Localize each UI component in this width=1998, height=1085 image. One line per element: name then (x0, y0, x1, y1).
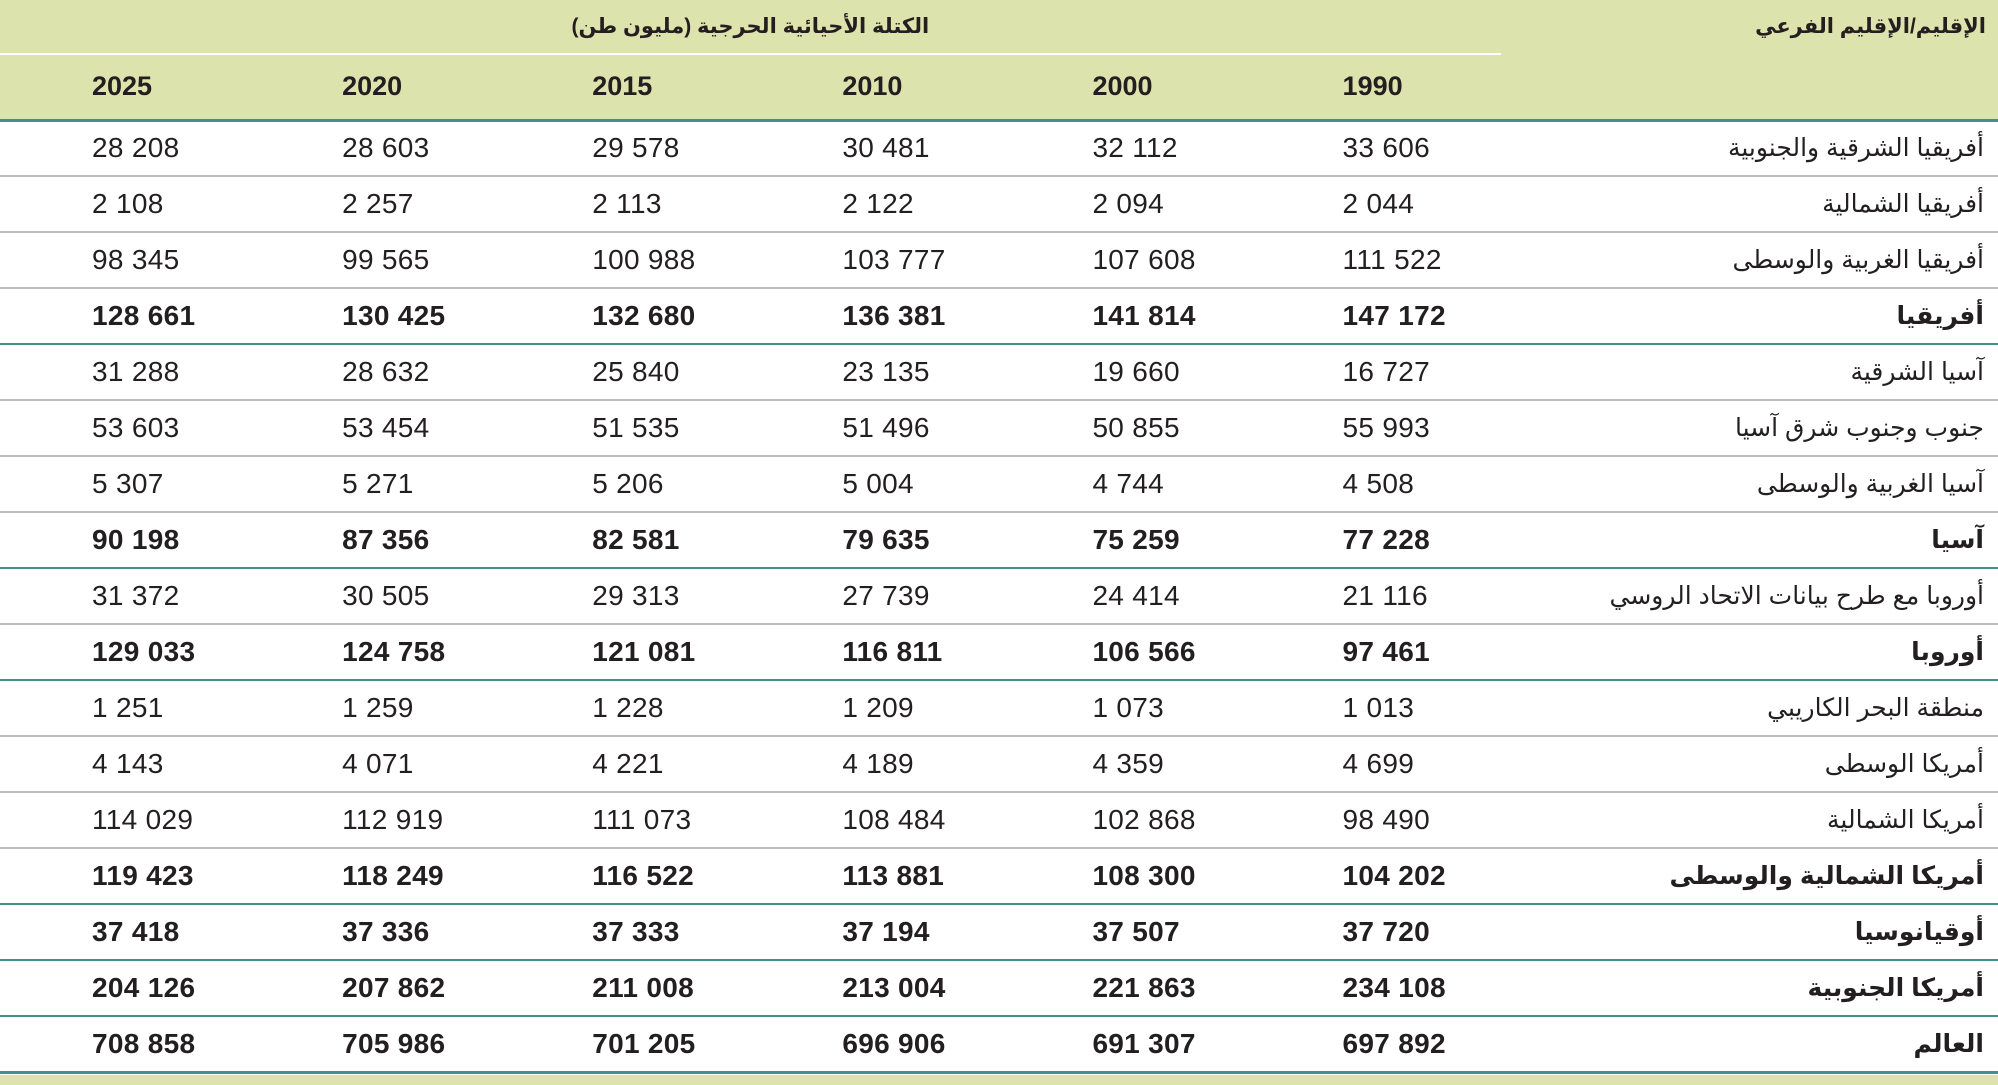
table-total-row (0, 904, 1998, 960)
region-name-cell: أمريكا الجنوبية (1501, 960, 1998, 1016)
biomass-value-cell: 136 381 (750, 288, 1000, 344)
year-heading: 1990 (1342, 71, 1403, 102)
biomass-value-cell: 50 855 (1000, 400, 1250, 456)
region-name-cell: أمريكا الشمالية (1501, 792, 1998, 848)
biomass-value-cell: 4 699 (1251, 736, 1501, 792)
biomass-value-cell: 37 720 (1251, 904, 1501, 960)
biomass-value-cell: 1 073 (1000, 680, 1250, 736)
table-header (0, 0, 1998, 120)
biomass-value-cell: 114 029 (0, 792, 250, 848)
region-column-heading: الإقليم/الإقليم الفرعي (1755, 15, 1986, 38)
biomass-value-cell: 112 919 (250, 792, 500, 848)
biomass-value-cell: 4 221 (500, 736, 750, 792)
table-row (0, 736, 1998, 792)
biomass-value-cell: 31 372 (0, 568, 250, 624)
biomass-value-cell: 51 535 (500, 400, 750, 456)
biomass-value-cell: 87 356 (250, 512, 500, 568)
year-heading: 2025 (92, 71, 153, 102)
biomass-value-cell: 4 189 (750, 736, 1000, 792)
biomass-value-cell: 111 522 (1251, 232, 1501, 288)
biomass-value-cell: 24 414 (1000, 568, 1250, 624)
biomass-value-cell: 25 840 (500, 344, 750, 400)
biomass-value-cell: 2 094 (1000, 176, 1250, 232)
biomass-value-cell: 16 727 (1251, 344, 1501, 400)
biomass-value-cell: 33 606 (1251, 120, 1501, 176)
year-heading: 2020 (342, 71, 403, 102)
biomass-value-cell: 77 228 (1251, 512, 1501, 568)
biomass-value-cell: 29 578 (500, 120, 750, 176)
table-row (0, 120, 1998, 176)
biomass-value-cell: 82 581 (500, 512, 750, 568)
biomass-value-cell: 111 073 (500, 792, 750, 848)
biomass-value-cell: 124 758 (250, 624, 500, 680)
biomass-value-cell: 19 660 (1000, 344, 1250, 400)
region-name-cell: أفريقيا الشمالية (1501, 176, 1998, 232)
biomass-value-cell: 116 811 (750, 624, 1000, 680)
year-heading: 2015 (592, 71, 653, 102)
biomass-value-cell: 1 251 (0, 680, 250, 736)
table-row (0, 456, 1998, 512)
biomass-value-cell: 5 004 (750, 456, 1000, 512)
biomass-value-cell: 108 484 (750, 792, 1000, 848)
biomass-value-cell: 696 906 (750, 1016, 1000, 1072)
biomass-value-cell: 116 522 (500, 848, 750, 904)
biomass-value-cell: 113 881 (750, 848, 1000, 904)
year-heading: 2000 (1092, 71, 1153, 102)
biomass-value-cell: 130 425 (250, 288, 500, 344)
biomass-value-cell: 4 359 (1000, 736, 1250, 792)
region-name-cell: أوروبا (1501, 624, 1998, 680)
biomass-value-cell: 221 863 (1000, 960, 1250, 1016)
biomass-value-cell: 21 116 (1251, 568, 1501, 624)
biomass-value-cell: 119 423 (0, 848, 250, 904)
biomass-value-cell: 2 257 (250, 176, 500, 232)
biomass-value-cell: 1 259 (250, 680, 500, 736)
table-total-row (0, 288, 1998, 344)
biomass-value-cell: 701 205 (500, 1016, 750, 1072)
biomass-value-cell: 234 108 (1251, 960, 1501, 1016)
biomass-value-cell: 29 313 (500, 568, 750, 624)
biomass-value-cell: 37 336 (250, 904, 500, 960)
biomass-value-cell: 28 603 (250, 120, 500, 176)
biomass-value-cell: 1 013 (1251, 680, 1501, 736)
biomass-group-heading: الكتلة الأحيائية الحرجية (مليون طن) (0, 0, 1501, 54)
biomass-value-cell: 97 461 (1251, 624, 1501, 680)
biomass-value-cell: 1 228 (500, 680, 750, 736)
biomass-value-cell: 75 259 (1000, 512, 1250, 568)
region-name-cell: أمريكا الشمالية والوسطى (1501, 848, 1998, 904)
region-name-cell: أوقيانوسيا (1501, 904, 1998, 960)
region-name-cell: أمريكا الوسطى (1501, 736, 1998, 792)
biomass-value-cell: 4 744 (1000, 456, 1250, 512)
biomass-value-cell: 708 858 (0, 1016, 250, 1072)
biomass-value-cell: 207 862 (250, 960, 500, 1016)
region-name-cell: أفريقيا الشرقية والجنوبية (1501, 120, 1998, 176)
biomass-value-cell: 37 507 (1000, 904, 1250, 960)
biomass-value-cell: 2 044 (1251, 176, 1501, 232)
biomass-value-cell: 129 033 (0, 624, 250, 680)
biomass-value-cell: 118 249 (250, 848, 500, 904)
biomass-value-cell: 697 892 (1251, 1016, 1501, 1072)
region-name-cell: العالم (1501, 1016, 1998, 1072)
table-row (0, 344, 1998, 400)
biomass-value-cell: 2 108 (0, 176, 250, 232)
biomass-value-cell: 30 505 (250, 568, 500, 624)
table-total-row (0, 848, 1998, 904)
biomass-value-cell: 5 307 (0, 456, 250, 512)
biomass-value-cell: 128 661 (0, 288, 250, 344)
table-row (0, 400, 1998, 456)
biomass-value-cell: 4 071 (250, 736, 500, 792)
biomass-value-cell: 1 209 (750, 680, 1000, 736)
biomass-value-cell: 99 565 (250, 232, 500, 288)
table-total-row (0, 624, 1998, 680)
table-row (0, 568, 1998, 624)
region-name-cell: آسيا (1501, 512, 1998, 568)
table-total-row (0, 512, 1998, 568)
biomass-value-cell: 51 496 (750, 400, 1000, 456)
region-name-cell: منطقة البحر الكاريبي (1501, 680, 1998, 736)
biomass-value-cell: 104 202 (1251, 848, 1501, 904)
table-body (0, 120, 1998, 1072)
biomass-value-cell: 107 608 (1000, 232, 1250, 288)
biomass-value-cell: 53 603 (0, 400, 250, 456)
header-group-row (0, 0, 1998, 54)
biomass-value-cell: 121 081 (500, 624, 750, 680)
biomass-value-cell: 132 680 (500, 288, 750, 344)
table-total-row (0, 1016, 1998, 1072)
biomass-value-cell: 147 172 (1251, 288, 1501, 344)
footer-band (0, 1075, 1998, 1085)
table-row (0, 792, 1998, 848)
biomass-value-cell: 705 986 (250, 1016, 500, 1072)
biomass-value-cell: 108 300 (1000, 848, 1250, 904)
region-name-cell: أفريقيا (1501, 288, 1998, 344)
biomass-value-cell: 141 814 (1000, 288, 1250, 344)
biomass-value-cell: 30 481 (750, 120, 1000, 176)
biomass-value-cell: 37 194 (750, 904, 1000, 960)
biomass-value-cell: 90 198 (0, 512, 250, 568)
region-name-cell: آسيا الغربية والوسطى (1501, 456, 1998, 512)
biomass-value-cell: 100 988 (500, 232, 750, 288)
biomass-value-cell: 2 113 (500, 176, 750, 232)
biomass-value-cell: 4 508 (1251, 456, 1501, 512)
region-name-cell: أفريقيا الغربية والوسطى (1501, 232, 1998, 288)
biomass-value-cell: 5 206 (500, 456, 750, 512)
table-row (0, 176, 1998, 232)
biomass-value-cell: 55 993 (1251, 400, 1501, 456)
table-row (0, 232, 1998, 288)
table-total-row (0, 960, 1998, 1016)
biomass-value-cell: 23 135 (750, 344, 1000, 400)
biomass-value-cell: 98 490 (1251, 792, 1501, 848)
region-name-cell: آسيا الشرقية (1501, 344, 1998, 400)
biomass-value-cell: 213 004 (750, 960, 1000, 1016)
biomass-value-cell: 211 008 (500, 960, 750, 1016)
biomass-value-cell: 28 632 (250, 344, 500, 400)
biomass-value-cell: 98 345 (0, 232, 250, 288)
biomass-value-cell: 691 307 (1000, 1016, 1250, 1072)
biomass-value-cell: 31 288 (0, 344, 250, 400)
biomass-value-cell: 37 333 (500, 904, 750, 960)
table-row (0, 680, 1998, 736)
biomass-value-cell: 37 418 (0, 904, 250, 960)
biomass-value-cell: 53 454 (250, 400, 500, 456)
biomass-value-cell: 2 122 (750, 176, 1000, 232)
region-name-cell: جنوب وجنوب شرق آسيا (1501, 400, 1998, 456)
biomass-value-cell: 27 739 (750, 568, 1000, 624)
biomass-value-cell: 106 566 (1000, 624, 1250, 680)
biomass-value-cell: 4 143 (0, 736, 250, 792)
biomass-value-cell: 204 126 (0, 960, 250, 1016)
biomass-value-cell: 28 208 (0, 120, 250, 176)
region-name-cell: أوروبا مع طرح بيانات الاتحاد الروسي (1501, 568, 1998, 624)
biomass-value-cell: 5 271 (250, 456, 500, 512)
biomass-value-cell: 103 777 (750, 232, 1000, 288)
biomass-value-cell: 79 635 (750, 512, 1000, 568)
biomass-value-cell: 102 868 (1000, 792, 1250, 848)
biomass-value-cell: 32 112 (1000, 120, 1250, 176)
year-heading: 2010 (842, 71, 903, 102)
